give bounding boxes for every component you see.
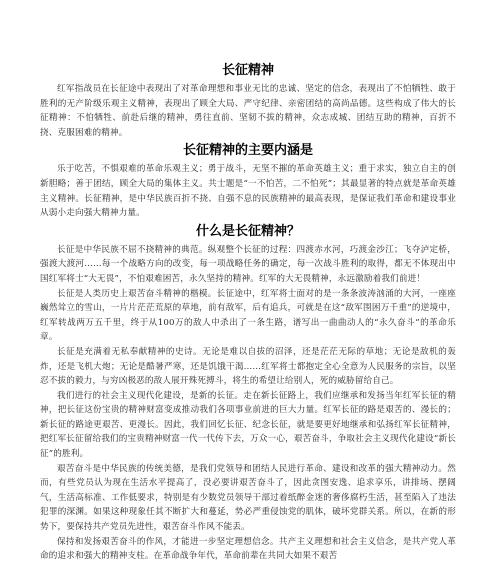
body-paragraph: 艰苦奋斗是中华民族的传统美德，是我们党领导和团结人民进行革命、建设和改革的强大精神动力。然而，有些党员认为现在生活水平提高了，没必要讲艰苦奋斗了，因此贪图安逸、追求享乐，讲排场、摆阔气，生活高标准、工作低要求，特别是有少数党员领导干部过着纸醉金迷的奢侈腐朽生活，甚至陷入了违法犯罪的深渊。如果这种现象任其不断扩大和蔓延，势必严重侵蚀党的肌体，破坏党群关系。所以，在新的形势下，要保持共产党员先进性，艰苦奋斗作风不能丢。	[40, 463, 456, 533]
document-title: 长征精神	[221, 63, 274, 78]
body-paragraph: 长征是人类历史上艰苦奋斗精神的楷模。长征途中，红军将士面对的是一条条波涛汹涌的大河，一座座巍然耸立的雪山，一片片茫茫荒原的草地，前有敌军，后有追兵，可就是在这“敌军围困万千重”的逆境中，红军转战两万五千里，终于从100万的敌人中杀出了一条生路，谱写出一曲曲动人的“永久奋斗”的革命乐章。	[40, 288, 456, 343]
body-paragraph: 长征是充满着无私奉献精神的史诗。无论是难以自拔的沼泽，还是茫茫无际的草地；无论是敌机的轰炸，还是飞机大炮；无论是酷暑严寒，还是饥饿干渴……红军将士都抱定全心全意为人民服务的宗旨，以坚忍不拔的毅力，与穷凶极恶的敌人展开殊死搏斗，将生的希望让给别人，死的威胁留给自己。	[40, 346, 456, 387]
section-heading-core-meaning: 长征精神的主要内涵是	[182, 143, 313, 159]
section-heading-what-is: 什么是长征精神？	[195, 223, 300, 239]
body-paragraph: 保持和发扬艰苦奋斗的作风，才能进一步坚定理想信念。共产主义理想和社会主义信念，是共产党人革命的追求和强大的精神支柱。在革命战争年代，革命前辈在共同大如果不艰苦	[40, 536, 456, 561]
body-paragraph: 我们进行的社会主义现代化建设，是新的长征。走在新长征路上，我们应继承和发扬当年红军长征的精神，把长征这份宝贵的精神财富变成推动我们各项事业前进的巨大力量。红军长征的路是艰苦的、漫长的；新长征的路途更艰苦、更漫长。因此，我们回忆长征、纪念长征，就是要更好地继承和弘扬红军长征精神，把红军长征留给我们的宝贵精神财富一代一代传下去，万众一心，艰苦奋斗，争取社会主义现代化建设“新长征”的胜利。	[40, 390, 456, 460]
body-paragraph: 长征是中华民族不屈不挠精神的典范。纵观整个长征的过程：四渡赤水河，巧渡金沙江；飞夺泸定桥，强渡大渡河……每一个战略方向的改变，每一项战略任务的确定，每一次战斗胜利的取得，都无不体现出中国红军将士“大无畏”，不怕艰难困苦，永久坚持的精神。红军的大无畏精神，永远激励着我们前进！	[40, 244, 456, 284]
core-meaning-paragraph: 乐于吃苦，不惧艰难的革命乐观主义；勇于战斗，无坚不摧的革命英雄主义；重于求实，独立自主的创新胆略；善于团结，顾全大局的集体主义。共士题是“一不怕苦，二不怕死”；其最显著的特点就是革命英雄主义精神。长征精神，是中华民族百折不挠、自强不息的民族精神的最高表现，是保证我们革命和建设事业从弱小走向强大精神力量。	[40, 164, 456, 219]
intro-paragraph: 红军指战员在长征途中表现出了对革命理想和事业无比的忠诚、坚定的信念，表现出了不怕牺牲、敢于胜利的无产阶级乐观主义精神，表现出了顾全大局、严守纪律、亲密团结的高尚品德。这些构成了伟大的长征精神：不怕牺牲、前赴后继的精神，勇往直前、坚韧不拔的精神，众志成城、团结互助的精神，百折不挠、克服困难的精神。	[40, 84, 456, 138]
document-body	[40, 62, 456, 561]
